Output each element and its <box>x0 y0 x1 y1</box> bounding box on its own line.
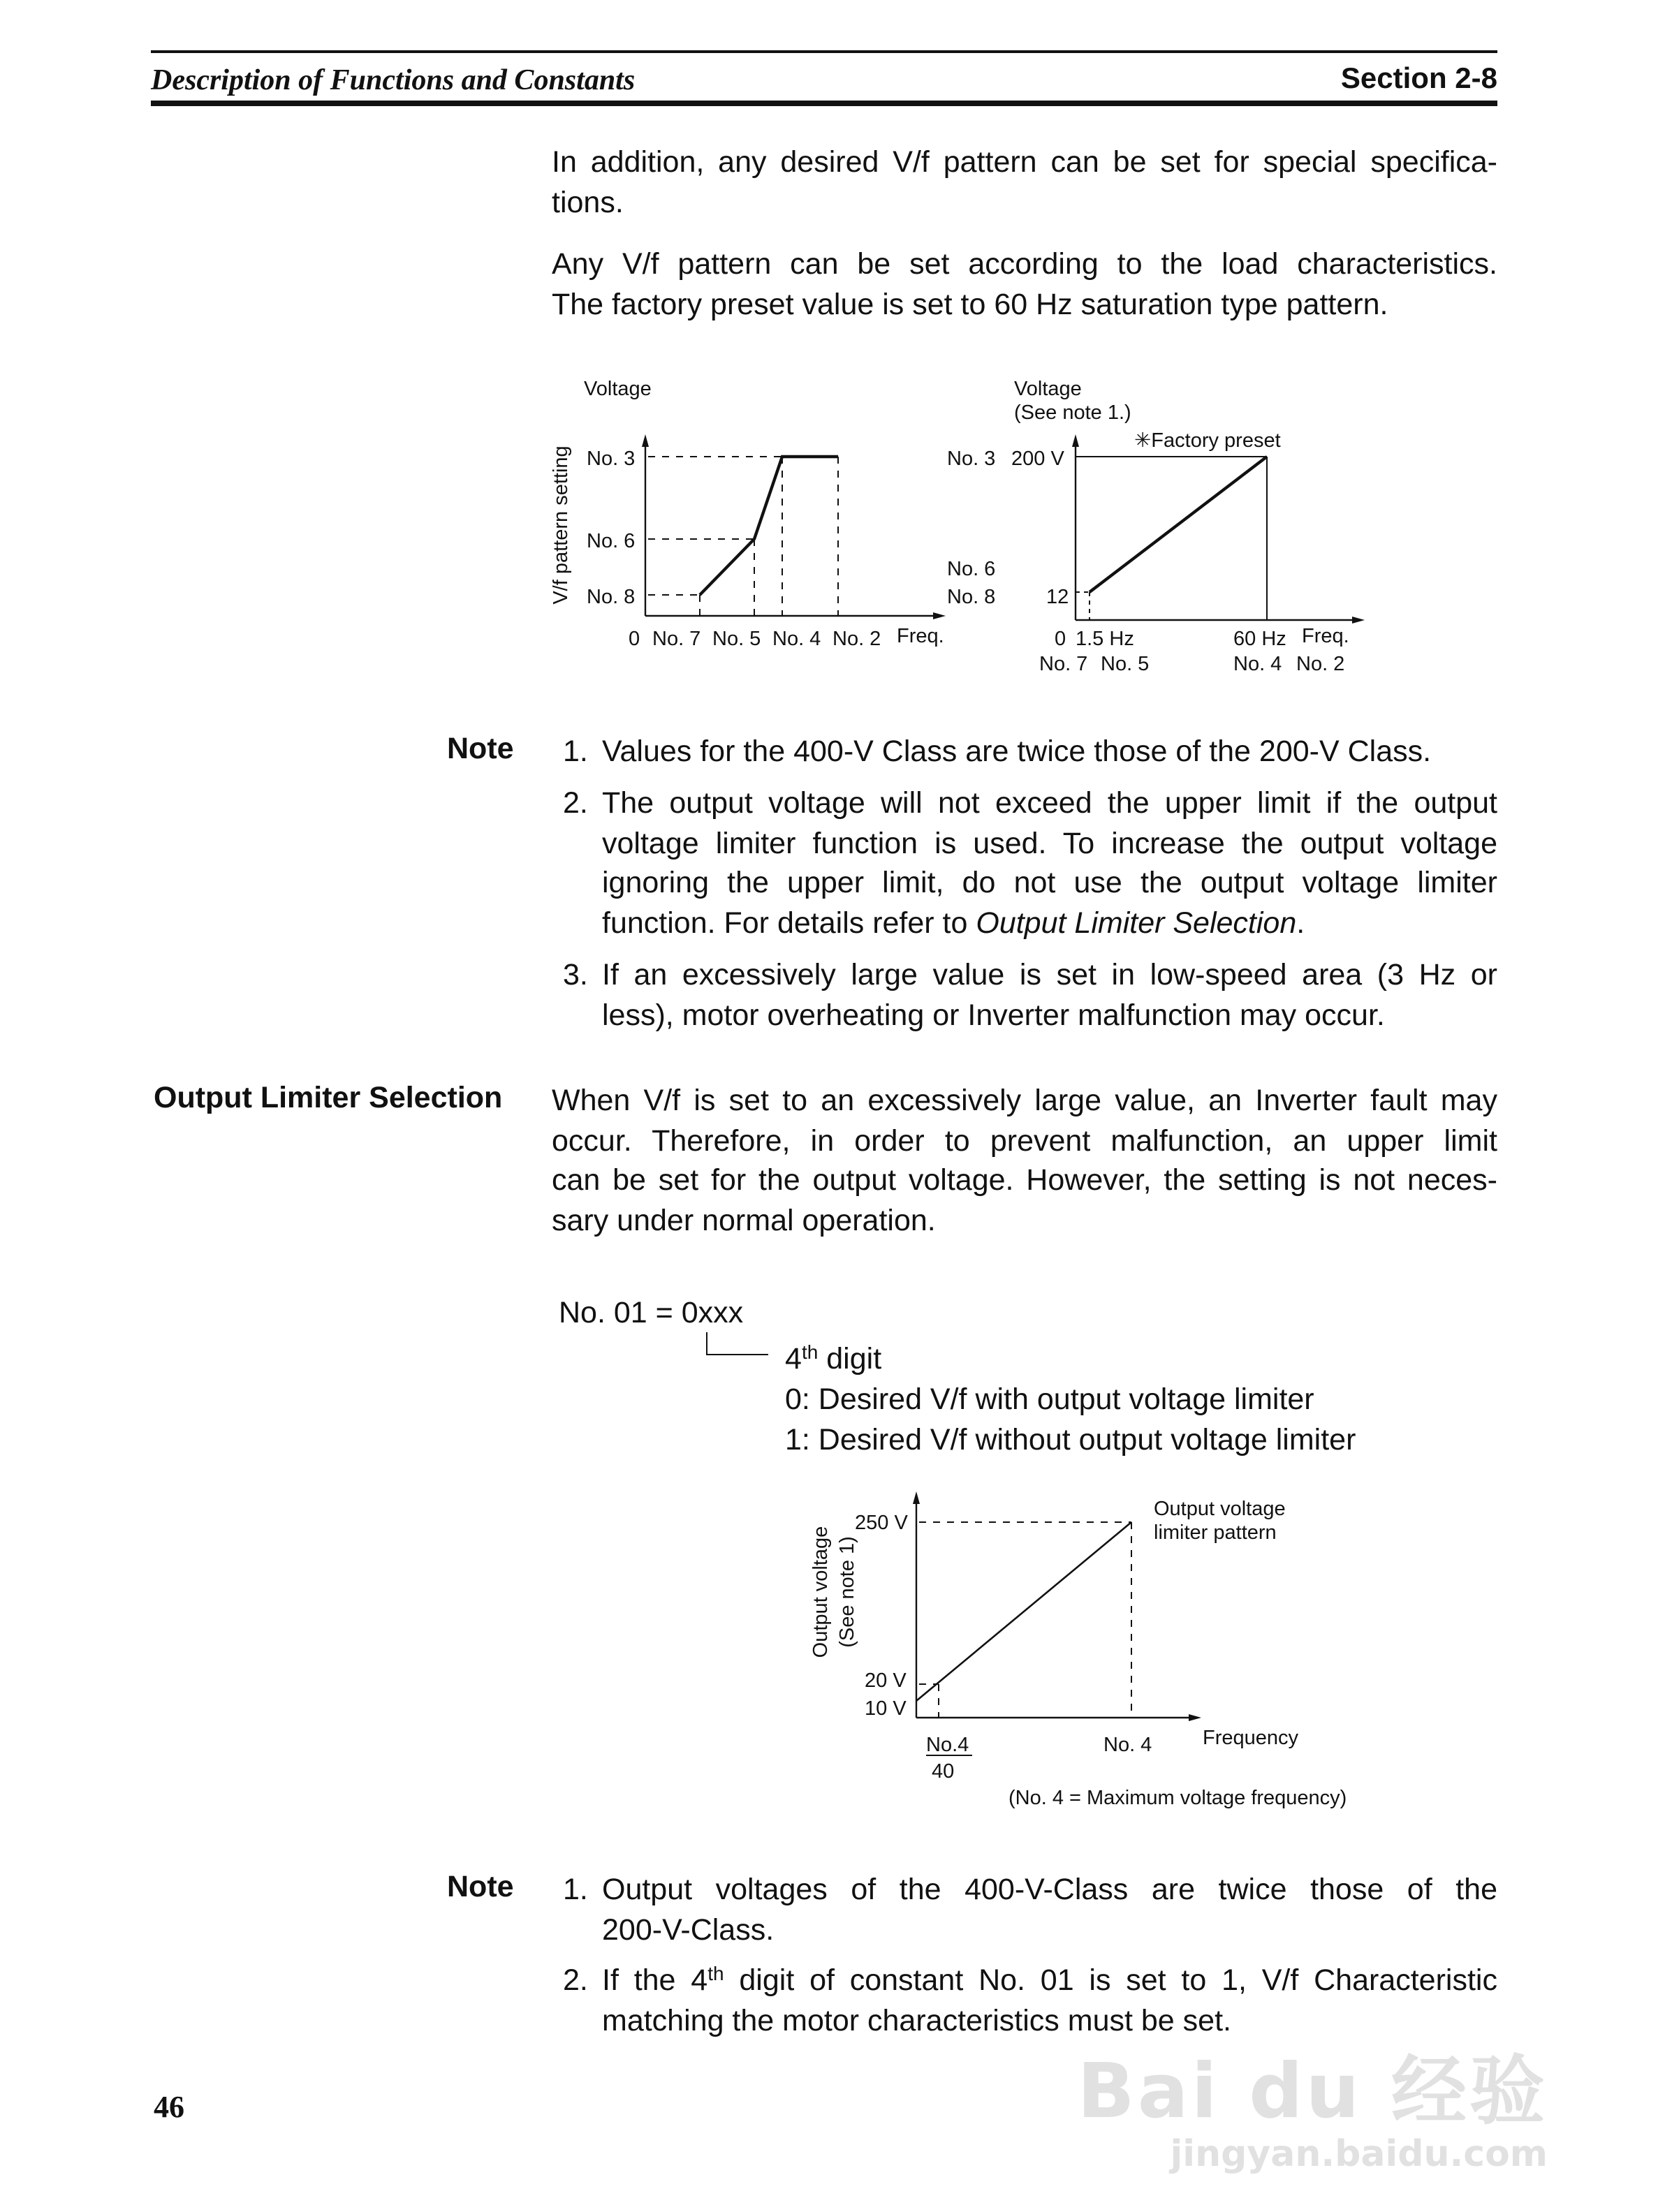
x-tick-denominator: 40 <box>932 1760 955 1783</box>
y-axis-title: V/f pattern setting <box>550 445 572 605</box>
text: function. For details refer to <box>602 906 976 939</box>
text-line: In addition, any desired V/f pattern can be set for special specifica- <box>552 145 1497 179</box>
text-line: If an excessively large value is set in low-speed area (3 Hz or <box>602 958 1497 991</box>
note-label: Note <box>447 732 514 765</box>
y-value: 12 <box>1046 586 1069 608</box>
text: 4 <box>785 1342 802 1376</box>
x-tick: 0 <box>629 628 640 650</box>
y-tick: 250 V <box>855 1512 908 1534</box>
limiter-pattern-figure <box>0 1452 1665 1829</box>
x-tick-numerator: No.4 <box>926 1734 969 1756</box>
text-line <box>602 1961 1497 2000</box>
watermark-logo: Bai du 经验 <box>1077 2047 1548 2135</box>
text-line: can be set for the output voltage. However, the setting is not neces- <box>552 1163 1497 1197</box>
x-value: 0 <box>1055 628 1066 650</box>
y-axis-title: Output voltage <box>809 1526 832 1658</box>
text-line: The factory preset value is set to 60 Hz saturation type pattern. <box>552 287 1388 320</box>
y-tick: No. 3 <box>587 448 636 470</box>
note-label: Note <box>447 1870 514 1903</box>
option-0: 0: Desired V/f with output voltage limiter <box>785 1382 1314 1416</box>
text-line: voltage limiter function is used. To increase the output voltage <box>602 826 1497 860</box>
x-label: Freq. <box>1302 625 1349 647</box>
x-param: No. 7 <box>1039 653 1088 675</box>
option-1: 1: Desired V/f without output voltage limiter <box>785 1423 1356 1457</box>
watermark-url: jingyan.baidu.com <box>1170 2134 1548 2176</box>
cross-reference: Output Limiter Selection <box>976 906 1297 939</box>
text: . <box>1296 906 1305 939</box>
y-value: 200 V <box>1011 448 1064 470</box>
chapter-title: Description of Functions and Constants <box>151 63 636 96</box>
superscript: th <box>801 1341 819 1363</box>
page-number: 46 <box>154 2089 184 2124</box>
y-param: No. 3 <box>947 448 996 470</box>
text: digit of constant No. 01 is set to 1, V/f Characteristic <box>724 1963 1497 1997</box>
x-tick: No. 2 <box>833 628 881 650</box>
arrow-icon <box>913 1491 920 1504</box>
x-param: No. 4 <box>1233 653 1282 675</box>
note-number: 1. <box>563 1873 588 1906</box>
digit-title <box>785 1339 1356 1380</box>
x-tick: No. 4 <box>772 628 821 650</box>
text-line: ignoring the upper limit, do not use the output voltage limiter <box>602 866 1497 899</box>
annotation: Output voltage <box>1154 1498 1286 1520</box>
x-value: 1.5 Hz <box>1076 628 1134 650</box>
x-tick: No. 7 <box>652 628 701 650</box>
y-param: No. 8 <box>947 586 996 608</box>
constant-setting: No. 01 = 0xxx <box>559 1296 744 1329</box>
y-tick: 10 V <box>865 1697 907 1720</box>
text-line: Values for the 400-V Class are twice those of the 200-V Class. <box>602 735 1432 768</box>
text-line: When V/f is set to an excessively large value, an Inverter fault may <box>552 1084 1497 1117</box>
y-tick: 20 V <box>865 1669 907 1692</box>
factory-preset-label: ✳Factory preset <box>1134 429 1281 452</box>
y-tick: No. 6 <box>587 530 636 552</box>
text-line: occur. Therefore, in order to prevent malfunction, an upper limit <box>552 1123 1497 1157</box>
text-line: 200-V-Class. <box>602 1912 775 1946</box>
note-number: 3. <box>563 958 588 991</box>
y-param: No. 6 <box>947 558 996 580</box>
y-axis-note: (See note 1) <box>836 1536 858 1648</box>
section-heading: Output Limiter Selection <box>154 1081 503 1114</box>
y-label-note: (See note 1.) <box>1014 401 1131 424</box>
text-line: Any V/f pattern can be set according to the load characteristics. <box>552 247 1497 281</box>
x-param: No. 5 <box>1101 653 1150 675</box>
text-line: tions. <box>552 185 624 219</box>
limiter-curve <box>916 1522 1131 1701</box>
section-number: Section 2-8 <box>1340 63 1497 95</box>
annotation: limiter pattern <box>1154 1521 1277 1544</box>
text-line: sary under normal operation. <box>552 1203 936 1237</box>
text: digit <box>818 1342 882 1376</box>
superscript: th <box>707 1962 724 1984</box>
y-tick: No. 8 <box>587 586 636 608</box>
text-line: The output voltage will not exceed the upper limit if the output <box>602 786 1497 820</box>
note-number: 2. <box>563 1963 588 1997</box>
x-value: 60 Hz <box>1233 628 1286 650</box>
x-tick: No. 4 <box>1103 1734 1152 1756</box>
digit-description <box>785 1339 1356 1461</box>
watermark <box>1077 2047 1548 2176</box>
x-label: Frequency <box>1203 1727 1299 1749</box>
y-label: Voltage <box>584 378 652 400</box>
text: If the <box>602 1963 691 1997</box>
text-line: less), motor overheating or Inverter malfunction may occur. <box>602 998 1385 1031</box>
x-label: Freq. <box>897 625 944 647</box>
text-line: Output voltages of the 400-V-Class are twice those of the <box>602 1873 1497 1906</box>
text: 4 <box>691 1963 708 1997</box>
text-line: matching the motor characteristics must be set. <box>602 2003 1231 2037</box>
figure-caption: (No. 4 = Maximum voltage frequency) <box>1008 1787 1347 1809</box>
y-label: Voltage <box>1014 378 1082 400</box>
arrow-icon <box>1189 1714 1201 1721</box>
note-number: 2. <box>563 786 588 820</box>
note-number: 1. <box>563 735 588 768</box>
x-param: No. 2 <box>1296 653 1345 675</box>
x-tick: No. 5 <box>712 628 761 650</box>
